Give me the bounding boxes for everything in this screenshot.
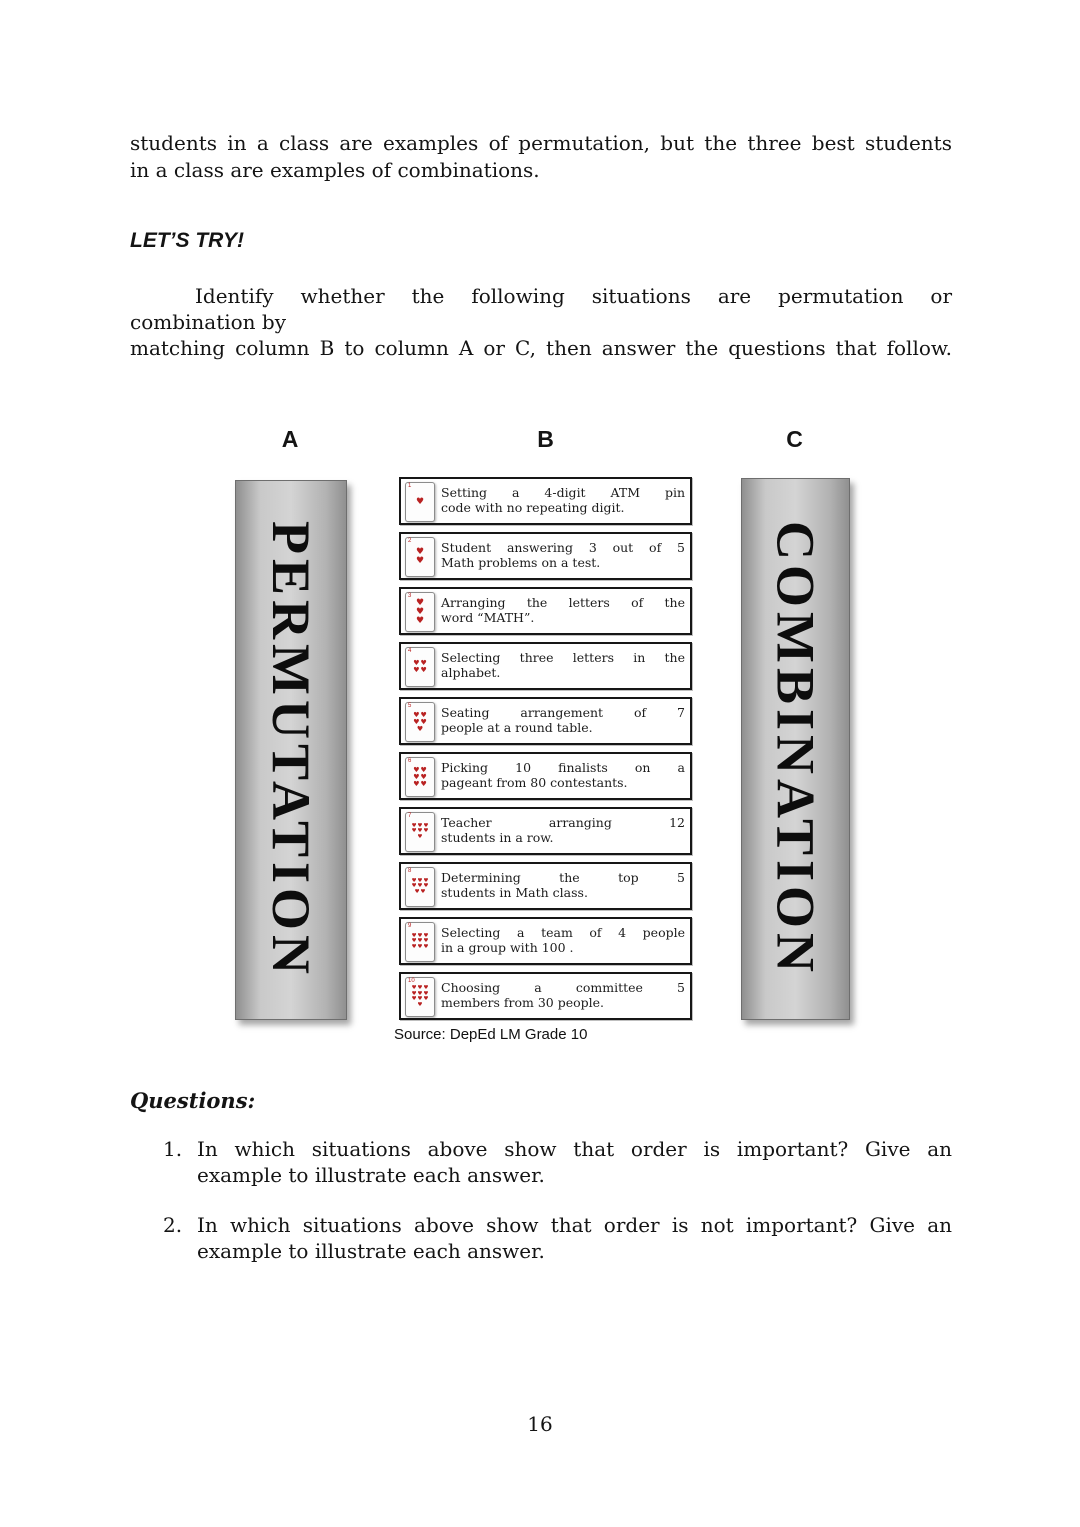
situation-box — [399, 807, 692, 855]
playing-card-icon — [405, 647, 435, 687]
situation-line: Selecting three letters in the — [441, 650, 685, 665]
card-rank-label: 8 — [408, 868, 412, 874]
situation-line: Math problems on a test. — [441, 555, 601, 570]
playing-card-icon — [405, 592, 435, 632]
question-number: 1. — [163, 1137, 183, 1161]
playing-card-icon — [405, 757, 435, 797]
card-rank-label: 3 — [408, 593, 412, 599]
situation-line: Setting a 4-digit ATM pin — [441, 485, 685, 500]
situation-line: Teacher arranging 12 — [441, 815, 685, 830]
situation-line: Determining the top 5 — [441, 870, 685, 885]
situation-box — [399, 917, 692, 965]
heart-pips-icon: ♥ ♥ ♥ ♥ ♥ ♥ ♥ ♥ ♥ — [411, 932, 429, 950]
card-rank-label: 9 — [408, 923, 412, 929]
playing-card-icon — [405, 867, 435, 907]
situation-text — [441, 977, 685, 1015]
instruction-line: matching column B to column A or C, then answer the questions that follow. — [130, 336, 952, 360]
situation-box — [399, 532, 692, 580]
card-rank-label: 5 — [408, 703, 412, 709]
card-rank-label: 10 — [408, 978, 415, 984]
situation-line: in a group with 100 . — [441, 940, 574, 955]
question-line: In which situations above show that order is not important? Give an — [197, 1213, 952, 1237]
situation-text — [441, 867, 685, 905]
question-number: 2. — [163, 1213, 183, 1237]
situation-box — [399, 697, 692, 745]
playing-card-icon — [405, 537, 435, 577]
card-rank-label: 6 — [408, 758, 412, 764]
situation-text — [441, 757, 685, 795]
situation-line: Choosing a committee 5 — [441, 980, 685, 995]
question-line: example to illustrate each answer. — [197, 1163, 545, 1187]
card-rank-label: 4 — [408, 648, 412, 654]
question-line: example to illustrate each answer. — [197, 1239, 545, 1263]
situation-line: word “MATH”. — [441, 610, 535, 625]
situation-text — [441, 647, 685, 685]
intro-paragraph — [130, 130, 952, 184]
situation-box — [399, 862, 692, 910]
situation-text — [441, 812, 685, 850]
combination-bar — [741, 478, 850, 1020]
heart-pips-icon: ♥ ♥ ♥ ♥ ♥ ♥ ♥ ♥ — [411, 877, 429, 895]
situation-text — [441, 702, 685, 740]
card-rank-label: 7 — [408, 813, 412, 819]
card-rank-label: 1 — [408, 483, 412, 489]
situation-list — [399, 477, 692, 1020]
situation-text — [441, 592, 685, 630]
situation-box — [399, 972, 692, 1020]
playing-card-icon — [405, 702, 435, 742]
questions-heading: Questions: — [130, 1088, 256, 1113]
situation-text — [441, 537, 685, 575]
situation-line: alphabet. — [441, 665, 501, 680]
intro-line: in a class are examples of combinations. — [130, 158, 540, 182]
questions-list — [130, 1136, 952, 1288]
situation-line: people at a round table. — [441, 720, 593, 735]
situation-line: pageant from 80 contestants. — [441, 775, 628, 790]
playing-card-icon — [405, 482, 435, 522]
situation-box — [399, 642, 692, 690]
column-b-header: B — [537, 426, 554, 452]
heart-pips-icon: ♥ — [415, 496, 425, 507]
playing-card-icon — [405, 922, 435, 962]
situation-line: Seating arrangement of 7 — [441, 705, 685, 720]
playing-card-icon — [405, 812, 435, 852]
situation-box — [399, 477, 692, 525]
instruction-line: Identify whether the following situations are permutation or — [195, 284, 952, 308]
question-item — [130, 1136, 952, 1188]
situation-box — [399, 587, 692, 635]
question-text — [197, 1212, 952, 1264]
situation-line: Picking 10 finalists on a — [441, 760, 685, 775]
page-number: 16 — [527, 1412, 553, 1436]
situation-line: students in a row. — [441, 830, 554, 845]
situation-text — [441, 922, 685, 960]
instructions-paragraph — [130, 283, 952, 361]
card-rank-label: 2 — [408, 538, 412, 544]
question-line: In which situations above show that order is important? Give an — [197, 1137, 952, 1161]
situation-line: Selecting a team of 4 people — [441, 925, 685, 940]
heart-pips-icon: ♥ ♥ ♥ ♥ ♥ ♥ — [413, 765, 427, 788]
heart-pips-icon: ♥ ♥ ♥ ♥ ♥ ♥ ♥ ♥ ♥ ♥ — [411, 985, 429, 1008]
permutation-bar — [235, 480, 347, 1020]
heart-pips-icon: ♥ ♥ ♥ ♥ ♥ — [413, 710, 427, 733]
combination-label: COMBINATION — [765, 520, 826, 978]
playing-card-icon — [405, 977, 435, 1017]
question-text — [197, 1136, 952, 1188]
source-caption: Source: DepEd LM Grade 10 — [394, 1026, 588, 1043]
situation-line: code with no repeating digit. — [441, 500, 625, 515]
situation-line: Arranging the letters of the — [441, 595, 685, 610]
heart-pips-icon: ♥ ♥ ♥ ♥ — [413, 659, 427, 674]
heart-pips-icon: ♥ ♥ — [415, 547, 425, 566]
situation-box — [399, 752, 692, 800]
heart-pips-icon: ♥ ♥ ♥ — [415, 597, 425, 626]
situation-line: Student answering 3 out of 5 — [441, 540, 685, 555]
question-item — [130, 1212, 952, 1264]
lets-try-heading: LET’S TRY! — [130, 229, 244, 252]
permutation-label: PERMUTATION — [261, 521, 321, 979]
situation-text — [441, 482, 685, 520]
situation-line: members from 30 people. — [441, 995, 604, 1010]
column-c-header: C — [786, 426, 803, 452]
situation-line: students in Math class. — [441, 885, 588, 900]
column-a-header: A — [281, 426, 299, 452]
heart-pips-icon: ♥ ♥ ♥ ♥ ♥ ♥ ♥ — [411, 822, 429, 840]
intro-line: students in a class are examples of permutation, but the three best students — [130, 131, 952, 155]
instruction-line: combination by — [130, 310, 287, 334]
